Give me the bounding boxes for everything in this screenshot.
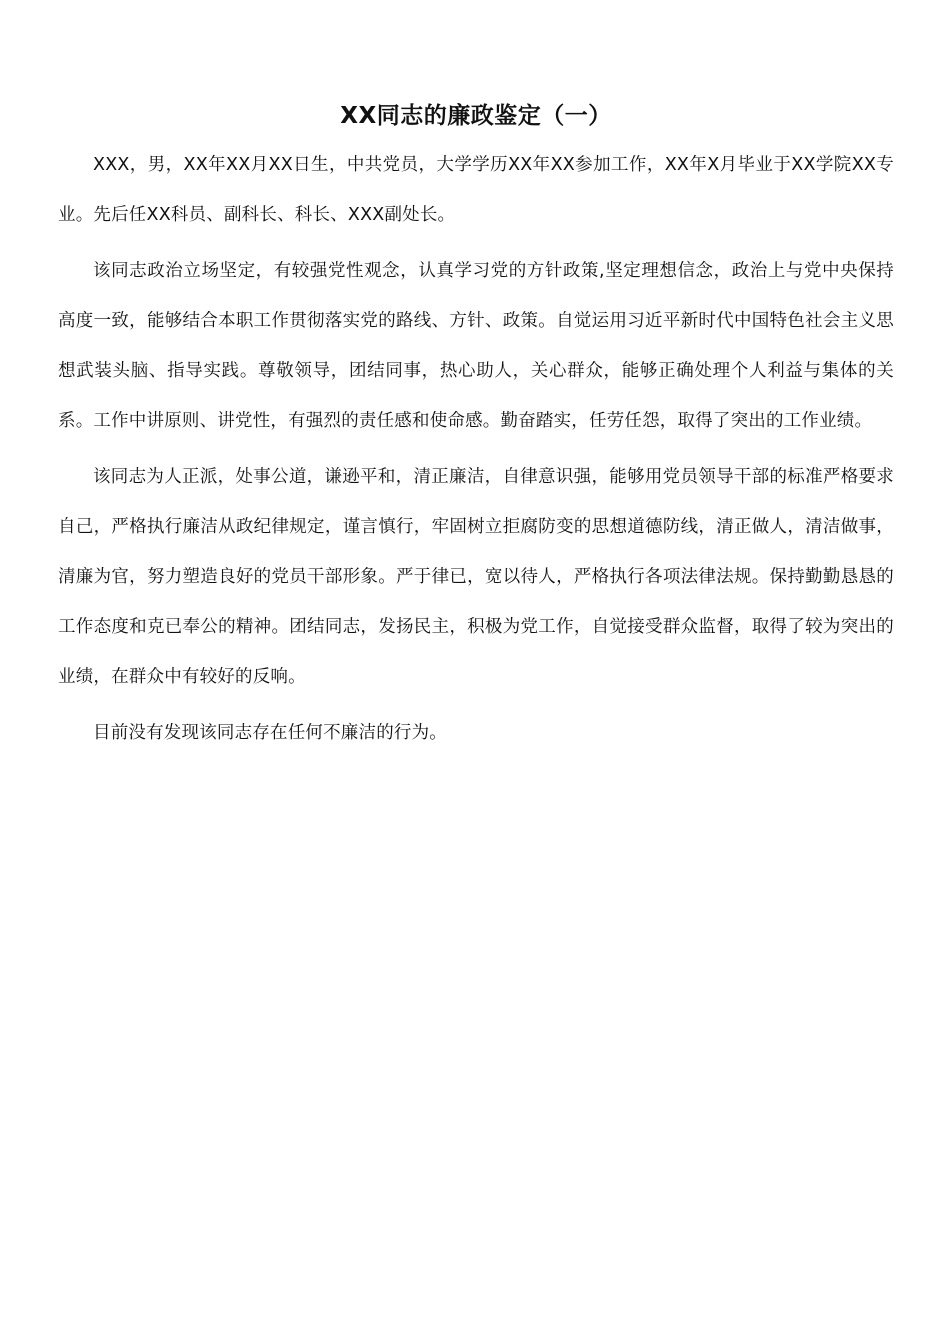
document-title: XX同志的廉政鉴定（一） — [340, 103, 612, 129]
paragraph-conclusion: 目前没有发现该同志存在任何不廉洁的行为。 — [93, 723, 447, 743]
paragraph-integrity: 该同志为人正派，处事公道，谦逊平和，清正廉洁，自律意识强，能够用党员领导干部的标准严格要求自己，严格执行廉洁从政纪律规定，谨言慎行，牢固树立拒腐防变的思想道德防线，清正做人，清洁做事，清廉为官，努力塑造良好的党员干部形象。严于律已，宽以待人，严格执行各项法律法规。保持勤勤恳恳的工作态度和克已奉公的精神。团结同志，发扬民主，积极为党工作，自觉接受群众监督，取得了较为突出的业绩，在群众中有较好的反响。 — [58, 467, 894, 687]
paragraph-political-stance: 该同志政治立场坚定，有较强党性观念，认真学习党的方针政策,坚定理想信念，政治上与党中央保持高度一致，能够结合本职工作贯彻落实党的路线、方针、政策。自觉运用习近平新时代中国特色社会主义思想武装头脑、指导实践。尊敬领导，团结同事，热心助人，关心群众，能够正确处理个人利益与集体的关系。工作中讲原则、讲党性，有强烈的责任感和使命感。勤奋踏实，任劳任怨，取得了突出的工作业绩。 — [58, 261, 894, 431]
document-page — [58, 96, 894, 764]
paragraph-basic-info: XXX，男，XX年XX月XX日生，中共党员，大学学历XX年XX参加工作，XX年X月毕业于XX学院XX专业。先后任XX科员、副科长、科长、XXX副处长。 — [58, 155, 894, 225]
